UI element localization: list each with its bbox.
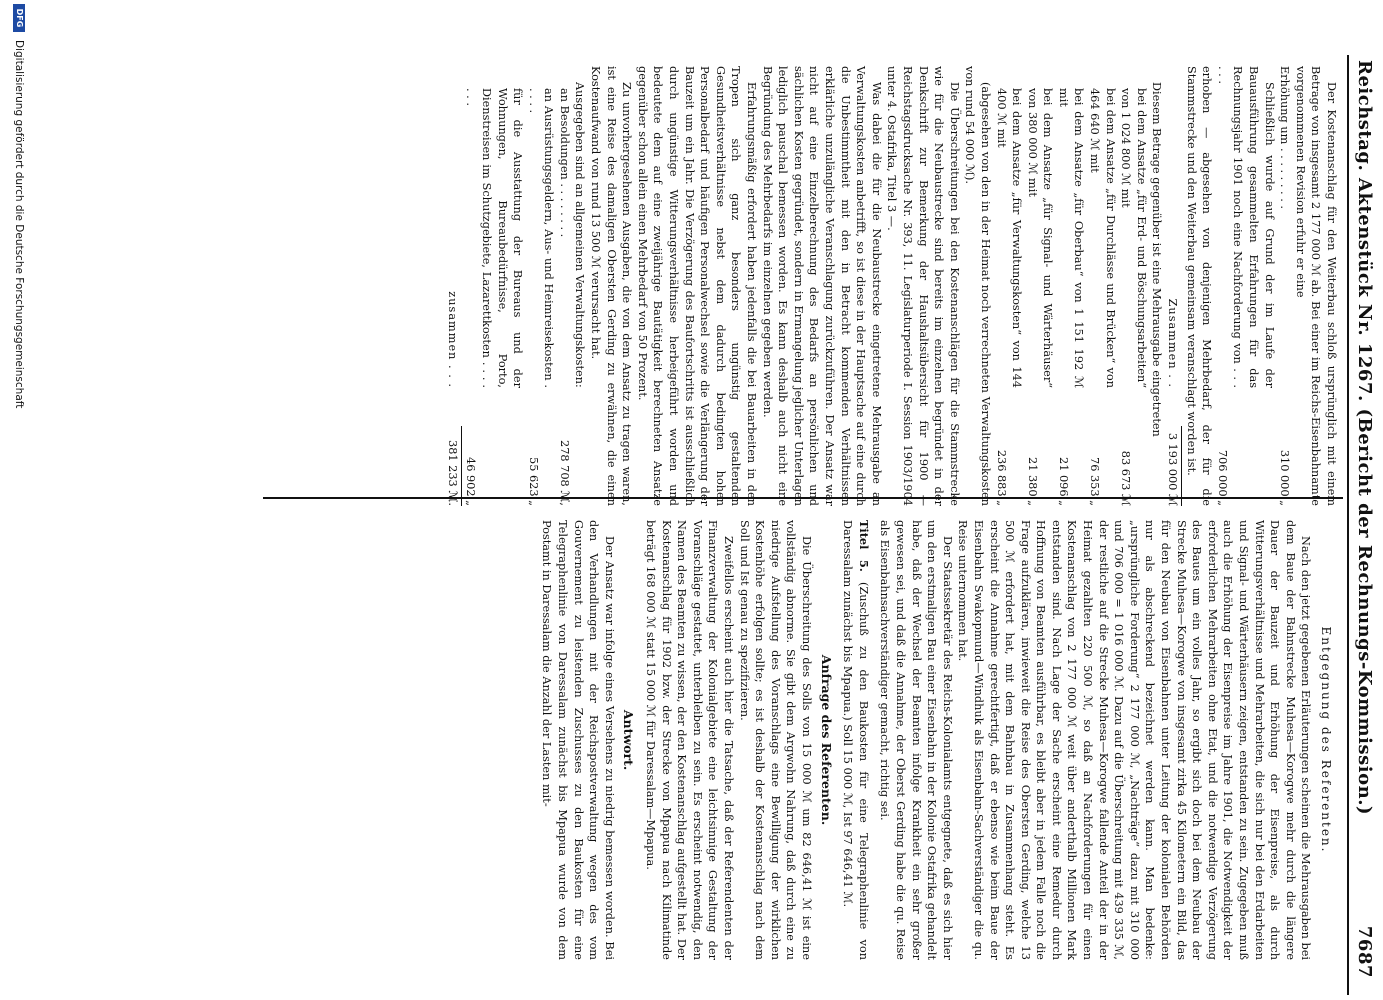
paragraph: Der Ansatz war infolge eines Versehens zu niedrig bemessen worden. Bei den Verhandlungen mit der Reichspostverwaltung wegen des vom Gouvernement zu leistenden Zuschusses zu den Baukosten für eine Telegraphenlinie von Daressalam zunächst bis Mpapua wurde von dem Postamt in Daressalam die Anzahl der Lasten mit- bbox=[540, 520, 616, 960]
total-value: 3 193 000 ℳ bbox=[1166, 432, 1180, 506]
amount-row bbox=[1214, 66, 1276, 506]
total-value: 381 233 ℳ. bbox=[445, 440, 459, 506]
amount-row bbox=[1277, 66, 1293, 506]
item-amount: 76 353 „ bbox=[1088, 457, 1102, 506]
dfg-logo: DFG bbox=[13, 4, 25, 32]
amount-value: 706 000 „ bbox=[1215, 449, 1229, 506]
page-number: 7687 bbox=[1354, 925, 1375, 978]
item-label: an Besoldungen . . . . . . . . bbox=[557, 88, 571, 238]
amount-label: Erhöhung um . . . . . . . . . bbox=[1278, 66, 1292, 209]
titel-label: Titel 5. bbox=[856, 520, 871, 572]
item-amount: 236 883 „ bbox=[994, 449, 1008, 506]
total-label: Zusammen . . bbox=[1166, 298, 1180, 388]
item-amount: 21 380 „ bbox=[1025, 457, 1039, 506]
list-item bbox=[1118, 66, 1149, 506]
section-heading: Entgegnung des Referenten. bbox=[1319, 626, 1333, 854]
item-label: bei dem Ansatze „für Oberbau“ von 1 151 192 ℳ mit bbox=[1056, 88, 1086, 388]
funding-credit: Digitalisierung gefördert durch die Deutsche Forschungsgemeinschaft bbox=[13, 40, 25, 409]
item-amount: 46 902 „ bbox=[464, 457, 478, 506]
paragraph: Die Überschreitungen bei den Kostenanschlägen für die Stammstrecke wie für die Neubaustrecke sind bereits im einzelnen begründet in der Denkschrift zur Bemerkung der Haushaltsübersicht für 1900 — Reichstagsdrucksache Nr. 393, 11. Legislaturperiode I. Session 1903/1904 unter 4. Ostafrika, Titel 3 —. bbox=[885, 66, 961, 506]
list-item bbox=[1087, 66, 1118, 506]
paragraph: Schließlich wurde auf Grund der im Laufe der Bauausführung gesammelten Erfahrungen für das Rechnungsjahr 1901 noch eine Nachforderung von . . . . . . bbox=[1215, 66, 1276, 388]
item-amount: 55 623 „ bbox=[526, 457, 540, 506]
item-label: für die Ausstattung der Bureaus und der Wohnungen, Bureaubedürfnisse, Porto, Dienstreisen im Schutzgebiete, Lazarettkosten . . . . . . . bbox=[464, 88, 525, 388]
list-item bbox=[556, 66, 572, 506]
sum-rule bbox=[461, 426, 462, 506]
item-amount: 83 673 ℳ bbox=[1119, 450, 1133, 506]
list-item bbox=[463, 66, 525, 506]
sum-rule bbox=[1181, 426, 1182, 506]
paragraph: Der Kostenanschlag für den Weiterbau schloß ursprünglich mit einem Betrage von insgesamt 2 177 000 ℳ ab. Bei einer im Reichs-Eisenbahnamte vorgenommenen Revision erfuhr er eine bbox=[1293, 66, 1338, 506]
digitization-footer bbox=[8, 0, 28, 1000]
item-label: bei dem Ansatze „für Erd- und Böschungsarbeiten“ von 1 024 800 ℳ mit bbox=[1119, 88, 1148, 388]
item-amount: 21 096 „ bbox=[1056, 457, 1070, 506]
total-row bbox=[1164, 66, 1180, 506]
paragraph: Die Überschreitung des Solls von 15 000 ℳ um 82 646,41 ℳ ist eine vollständig abnorme. Sie gibt dem Argwohn Nahrung, daß durch eine zu niedrige Aufstellung des Voranschlags eine Bewilligung der wirklichen Kostenhöhe erfolgen sollte; es ist deshalb der Kostenanschlag nach dem Soll und Ist genau zu spezifizieren. bbox=[737, 520, 813, 960]
list-item bbox=[525, 66, 556, 506]
header-rule bbox=[1347, 55, 1349, 995]
paragraph: erhoben — abgesehen von denjenigen Mehrbedarf, der für die Stammstrecke und den Weiterbau gemeinsam veranschlagt worden ist. bbox=[1184, 66, 1214, 506]
item-label: an Ausrüstungsgeldern, Aus- und Heimreisekosten . . . . . bbox=[526, 88, 556, 388]
paragraph: Der Staatssekretär des Reichs-Kolonialamts entgegnete, daß es sich hier um den erstmaligen Bau einer Eisenbahn in der Kolonie Ostafrika gehandelt habe, daß der Wechsel der Beamten infolge Krankheit ein sehr großer gewesen sei, und daß die Annahme, der Oberst Gerding habe die qu. Reise als Eisenbahnsachverständiger gemacht, richtig sei. bbox=[878, 520, 954, 960]
list-item bbox=[1024, 66, 1055, 506]
paragraph: Diesem Betrage gegenüber ist eine Mehrausgabe eingetreten bbox=[1150, 82, 1164, 437]
titel-entry bbox=[840, 520, 871, 960]
paragraph: Zweifellos erscheint auch hier die Tatsache, daß der Referendenten der Finanzverwaltung der Kolonialgebiete eine leichtsinnige Gestaltung der Voranschläge gestattet, unterbleiben zu sein. Es erscheint notwendig, den Namen des Beamten zu wissen, der den Kostenanschlag aufgestellt hat. Der Kostenanschlag für 1902 bzw. der Strecke von Mpapua nach Kilimatinde beträgt 168 000 ℳ statt 15 000 ℳ für Daressalam—Mpapua. bbox=[644, 520, 736, 960]
item-label: bei dem Ansatze „für Signal- und Wärterhäuser“ von 380 000 ℳ mit bbox=[1025, 88, 1055, 388]
paragraph: Zu unvorhergesehenen Ausgaben, die von dem Ansatz zu tragen waren, ist eine Reise des damaligen Obersten Gerding zu erwähnen, die einen Kostenaufwand von rund 13 500 ℳ verursacht hat. bbox=[589, 66, 634, 506]
paragraph: (abgesehen von den in der Heimat noch verrechneten Verwaltungskosten von rund 54 000 ℳ). bbox=[963, 66, 992, 506]
amount-value: 310 000 „ bbox=[1278, 449, 1292, 506]
right-column bbox=[539, 520, 1339, 960]
item-label: bei dem Ansatze „für Verwaltungskosten“ von 144 400 ℳ mit bbox=[994, 88, 1024, 388]
section-heading: Anfrage des Referenten. bbox=[818, 654, 834, 826]
list-item bbox=[993, 66, 1024, 506]
running-title: Reichstag. Aktenstück Nr. 1267. (Bericht der Rechnungs-Kommission.) bbox=[1354, 60, 1375, 815]
paragraph: Erfahrungsmäßig erfordert haben jedenfalls die bei Bauarbeiten in den Tropen sich ganz besonders ungünstig gestaltenden Gesundheitsverhältnisse nebst dem dadurch bedingten hohen Personalbedarf und häufigen Personalwechsel sowie die Verlängerung der Bauzeit um ein Jahr. Die Verzögerung des Baufortschritts ist ausschließlich durch ungünstige Witterungsverhältnisse herbeigeführt worden und bedeutete dem auf eine zweijährige Bautätigkeit berechneten Ansatze gegenüber schon allein einen Mehrbedarf von 50 Prozent. bbox=[635, 66, 759, 506]
item-label: bei dem Ansatze „für Durchlässe und Brücken“ von 464 640 ℳ mit bbox=[1088, 88, 1117, 388]
section-heading: Antwort. bbox=[621, 709, 637, 771]
paragraph: Nach den jetzt gegebenen Erläuterungen scheinen die Mehrausgaben bei dem Baue der Bahnstrecke Muhesa—Korogwe mehr durch die längere Dauer der Bauzeit und Erhöhung der Eisenpreise, als durch Witterungsverhältnisse und Mehrarbeiten, die sich nur bei den Erdarbeiten und Signal- und Wärterhäusern zeigen, entstanden zu sein. Zugegeben muß auch die Erhöhung der Eisenpreise im Jahre 1901, die Notwendigkeit der erforderlichen Mehrarbeiten ohne Etat, und die notwendige Verzögerung des Baues um ein volles Jahr, so ergibt sich doch bei dem Neubau der Strecke Muhesa—Korogwe von insgesamt zirka 45 Kilometern ein Bild, das für den Neubau von Eisenbahnen unter Leitung der kolonialen Behörden nur als abschreckend bezeichnet werden kann. Man bedenke: „ursprüngliche Forderung“ 2 177 000 ℳ, „Nachträge“ dazu mit 310 000 und 706 000 = 1 016 000 ℳ. Dazu auf die Überschreitung mit 439 335 ℳ, der restliche auf die Strecke Muhesa—Korogwe fallende Anteil der in der Heimat gezahlten 220 500 ℳ, so daß an Nachforderungen für einen Kostenanschlag von 2 177 000 ℳ weit über anderthalb Millionen Mark entstanden sind. Nach Lage der Sache erscheint eine Remedur durch Hoffnung von Beamten ausführbar, es bleibt aber in jedem Falle noch die Frage aufzuklären, inwieweit die Reise des Obersten Gerding, welche 13 500 ℳ erfordert hat, mit dem Bahnbau in Zusammenhang steht. Es erscheint die Annahme gerechtfertigt, daß er ebenso wie beim Baue der Eisenbahn Swakopmund—Windhuk als Eisenbahn-Sachverständiger die qu. Reise unternommen hat. bbox=[956, 520, 1313, 960]
overrun-list bbox=[993, 66, 1149, 506]
list-item bbox=[1055, 66, 1086, 506]
paragraph: Ausgegeben sind an allgemeinen Verwaltungskosten: bbox=[573, 82, 587, 388]
left-column bbox=[444, 66, 1339, 506]
paragraph: Was dabei die für die Neubaustrecke eingetretene Mehrausgabe an Verwaltungskosten anbetrifft, so ist diese in der Hauptsache auf eine durch die Unbestimmtheit mit den in Betracht kommenden Verhältnissen erklärliche unzulängliche Veranschlagung zurückzuführen. Der Ansatz war nicht auf eine Einzelberechnung des Bedarfs an persönlichen und sächlichen Kosten gegründet, sondern in Ermangelung jeglicher Unterlagen lediglich pauschal bemessen worden. Es kann deshalb auch nicht eine Begründung des Mehrbedarfs im einzelnen gegeben werden. bbox=[760, 66, 883, 506]
expense-list bbox=[463, 66, 572, 506]
titel-text: (Zuschuß zu den Baukosten für eine Telegraphenlinie von Daressalam zunächst bis Mpapua.) Soll 15 000 ℳ, Ist 97 646,41 ℳ. bbox=[841, 520, 870, 961]
item-amount: 278 708 ℳ, bbox=[557, 440, 571, 506]
total-row bbox=[444, 66, 460, 506]
total-label: zusammen . . . bbox=[445, 291, 459, 388]
